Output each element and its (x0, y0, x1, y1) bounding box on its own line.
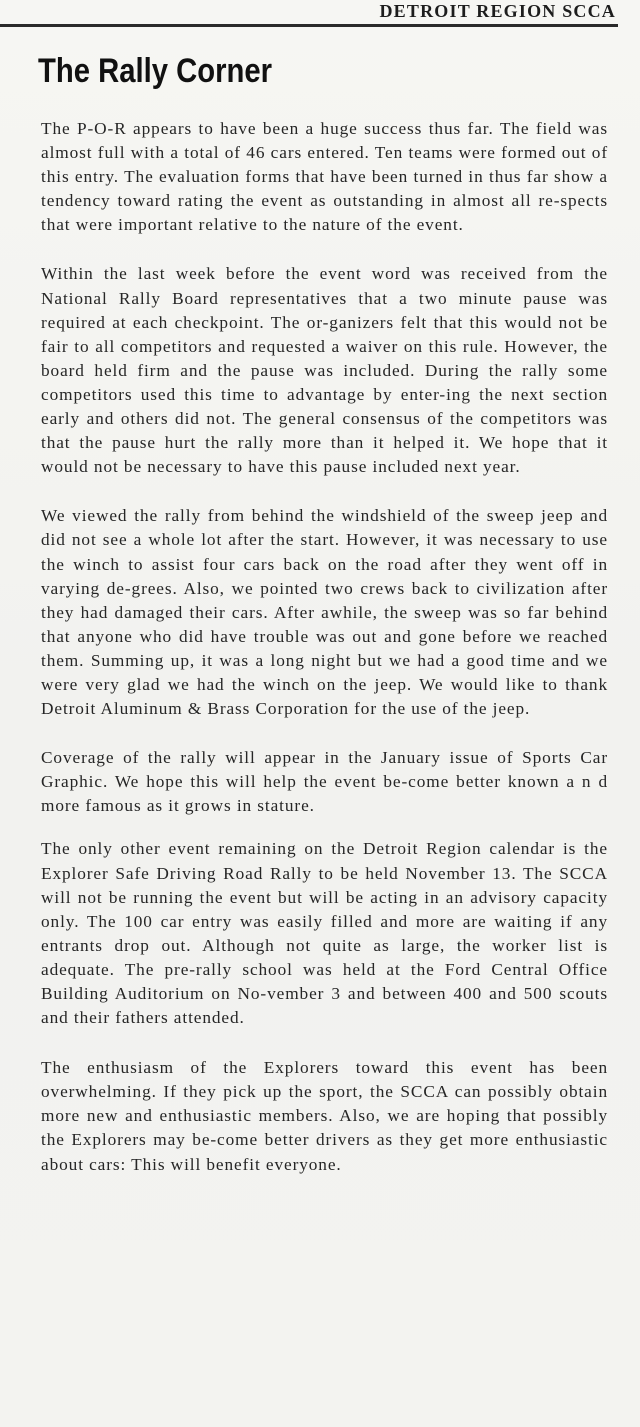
paragraph: The P-O-R appears to have been a huge success thus far. The field was almost full with a total of 46 cars entered. Ten teams were formed out of this entry. The evaluation forms that have been turned in thus far show a tendency toward rating the event as outstanding in almost all re-spects that were important relative to the nature of the event. (41, 119, 608, 235)
running-head: DETROIT REGION SCCA (379, 1, 616, 21)
paragraph: The enthusiasm of the Explorers toward this event has been overwhelming. If they pick up the sport, the SCCA can possibly obtain more new and enthusiastic members. Also, we are hoping that possibly the Explorers may be-come better drivers as they get more enthusiastic about cars: This will benefit everyone. (41, 1058, 608, 1174)
header-rule (0, 24, 618, 27)
paragraph: Coverage of the rally will appear in the January issue of Sports Car Graphic. We hope this will help the event be-come better known a n d more famous as it grows in stature. (41, 748, 608, 816)
paragraph: Within the last week before the event word was received from the National Rally Board representatives that a two minute pause was required at each checkpoint. The or-ganizers felt that this would not be fair to all competitors and requested a waiver on this rule. However, the board held firm and the pause was included. During the rally some competitors used this time to advantage by enter-ing the next section early and others did not. The general consensus of the competitors was that the pause hurt the rally more than it helped it. We hope that it would not be necessary to have this pause included next year. (41, 264, 608, 477)
article-body (41, 117, 608, 1177)
paragraph: We viewed the rally from behind the windshield of the sweep jeep and did not see a whole lot after the start. However, it was necessary to use the winch to assist four cars back on the road after they went off in varying de-grees. Also, we pointed two crews back to civilization after they had damaged their cars. After awhile, the sweep was so far behind that anyone who did have trouble was out and gone before we reached them. Summing up, it was a long night but we had a good time and we were very glad we had the winch on the jeep. We would like to thank Detroit Aluminum & Brass Corporation for the use of the jeep. (41, 506, 608, 719)
article-title: The Rally Corner (38, 52, 272, 90)
paragraph: The only other event remaining on the Detroit Region calendar is the Explorer Safe Driving Road Rally to be held November 13. The SCCA will not be running the event but will be acting in an advisory capacity only. The 100 car entry was easily filled and more are waiting if any entrants drop out. Although not quite as large, the worker list is adequate. The pre-rally school was held at the Ford Central Office Building Auditorium on No-vember 3 and between 400 and 500 scouts and their fathers attended. (41, 839, 608, 1028)
